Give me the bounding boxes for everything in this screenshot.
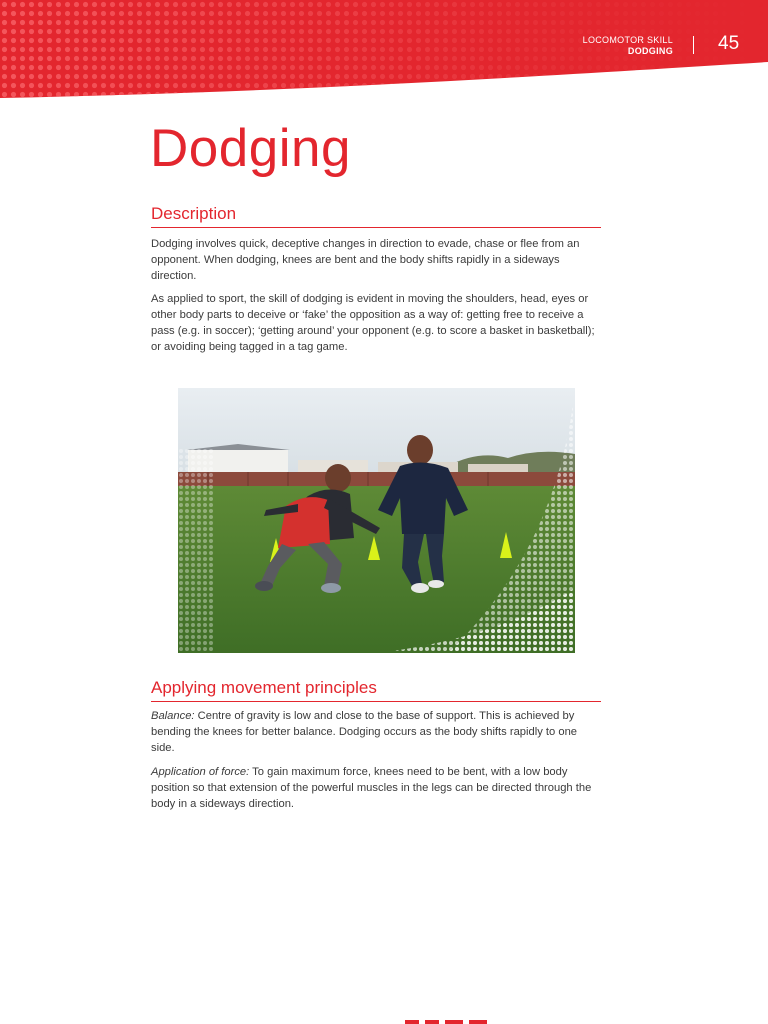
principle-force-term: Application of force: (151, 766, 250, 778)
principles-heading: Applying movement principles (151, 678, 601, 702)
page-title: Dodging (150, 119, 351, 178)
description-heading: Description (151, 204, 601, 228)
header-divider (693, 36, 694, 54)
description-paragraph-1: Dodging involves quick, deceptive changes in direction to evade, chase or flee from an opponent. When dodging, knees are bent and the body shifts rapidly in a sideways direction. (151, 238, 580, 282)
dodging-illustration (178, 388, 575, 653)
page-number: 45 (718, 33, 740, 54)
principle-force-text: To gain maximum force, knees need to be bent, with a low body position so that extension of the powerful muscles in the legs can be directed through the body in a sideways direction. (151, 766, 592, 810)
header-category: LOCOMOTOR SKILL (582, 35, 673, 45)
principle-balance (151, 708, 601, 756)
header-subcategory: DODGING (627, 46, 673, 56)
bottom-edge-mark (405, 1019, 505, 1024)
principle-balance-term: Balance: (151, 710, 195, 722)
dodging-photo (178, 388, 575, 653)
running-header (583, 35, 673, 57)
principle-balance-text: Centre of gravity is low and close to the base of support. This is achieved by bending the knees for better balance. Dodging occurs as the body shifts rapidly to one side. (151, 710, 578, 754)
description-paragraph-2: As applied to sport, the skill of dodging is evident in moving the shoulders, head, eyes or other body parts to deceive or ‘fake’ the opposition as a way of: getting free to receive a pass (e.g. in soccer); ‘getting around’ your opponent (e.g. to score a basket in basketball); or avoiding being tagged in a tag game. (151, 293, 595, 353)
principle-force (151, 764, 601, 812)
